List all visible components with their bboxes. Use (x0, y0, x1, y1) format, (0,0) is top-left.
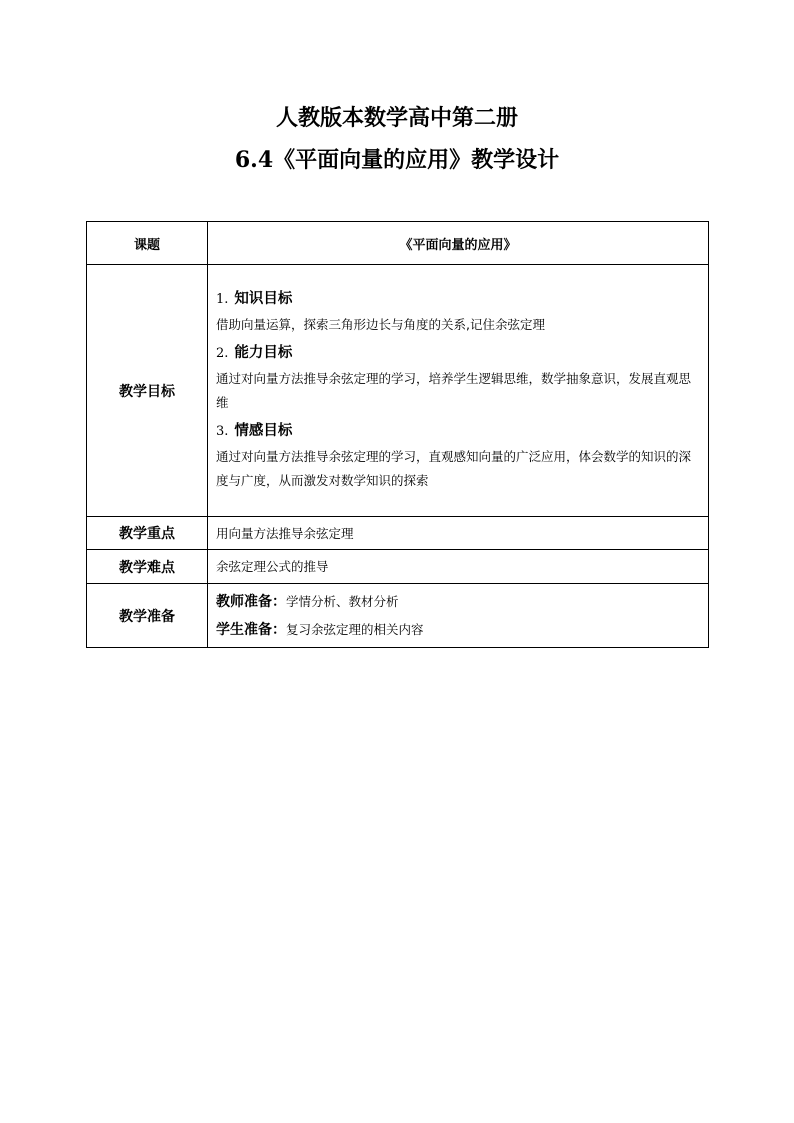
objective-text: 通过对向量方法推导余弦定理的学习，直观感知向量的广泛应用，体会数学的知识的深度与广度，从而激发对数学知识的探索 (216, 448, 692, 488)
student-prep-value: 复习余弦定理的相关内容 (286, 621, 424, 637)
topic-row (87, 222, 709, 265)
objective-number: 2. (216, 345, 229, 361)
objective-knowledge (216, 286, 702, 337)
objective-title: 知识目标 (234, 290, 293, 307)
student-preparation (216, 616, 702, 644)
objective-text: 借助向量运算，探索三角形边长与角度的关系,记住余弦定理 (216, 316, 545, 332)
objectives-cell (208, 265, 709, 517)
objectives-row (87, 265, 709, 517)
lesson-plan-table (86, 221, 709, 648)
key-point-row (87, 517, 709, 550)
topic-label: 课题 (87, 222, 208, 265)
teacher-preparation (216, 588, 702, 616)
teacher-prep-value: 学情分析、教材分析 (286, 593, 399, 609)
page-title-line-1: 人教版本数学高中第二册 (275, 105, 518, 131)
difficulty-value: 余弦定理公式的推导 (208, 550, 709, 584)
difficulty-label: 教学难点 (87, 550, 208, 584)
teacher-prep-label: 教师准备： (216, 593, 286, 610)
preparation-row (87, 584, 709, 648)
preparation-cell (208, 584, 709, 648)
objective-text: 通过对向量方法推导余弦定理的学习，培养学生逻辑思维，数学抽象意识，发展直观思维 (216, 370, 692, 410)
objective-title: 情感目标 (234, 422, 293, 439)
difficulty-row (87, 550, 709, 584)
objective-emotion (216, 418, 702, 493)
page-title-line-2: 6.4《平面向量的应用》教学设计 (234, 147, 560, 173)
preparation-label: 教学准备 (87, 584, 208, 648)
objectives-label: 教学目标 (87, 265, 208, 517)
topic-value: 《平面向量的应用》 (208, 222, 709, 265)
key-point-label: 教学重点 (87, 517, 208, 550)
objective-ability (216, 340, 702, 415)
student-prep-label: 学生准备： (216, 621, 286, 638)
key-point-value: 用向量方法推导余弦定理 (208, 517, 709, 550)
objective-number: 1. (216, 291, 229, 307)
objective-number: 3. (216, 423, 229, 439)
objective-title: 能力目标 (234, 344, 293, 361)
